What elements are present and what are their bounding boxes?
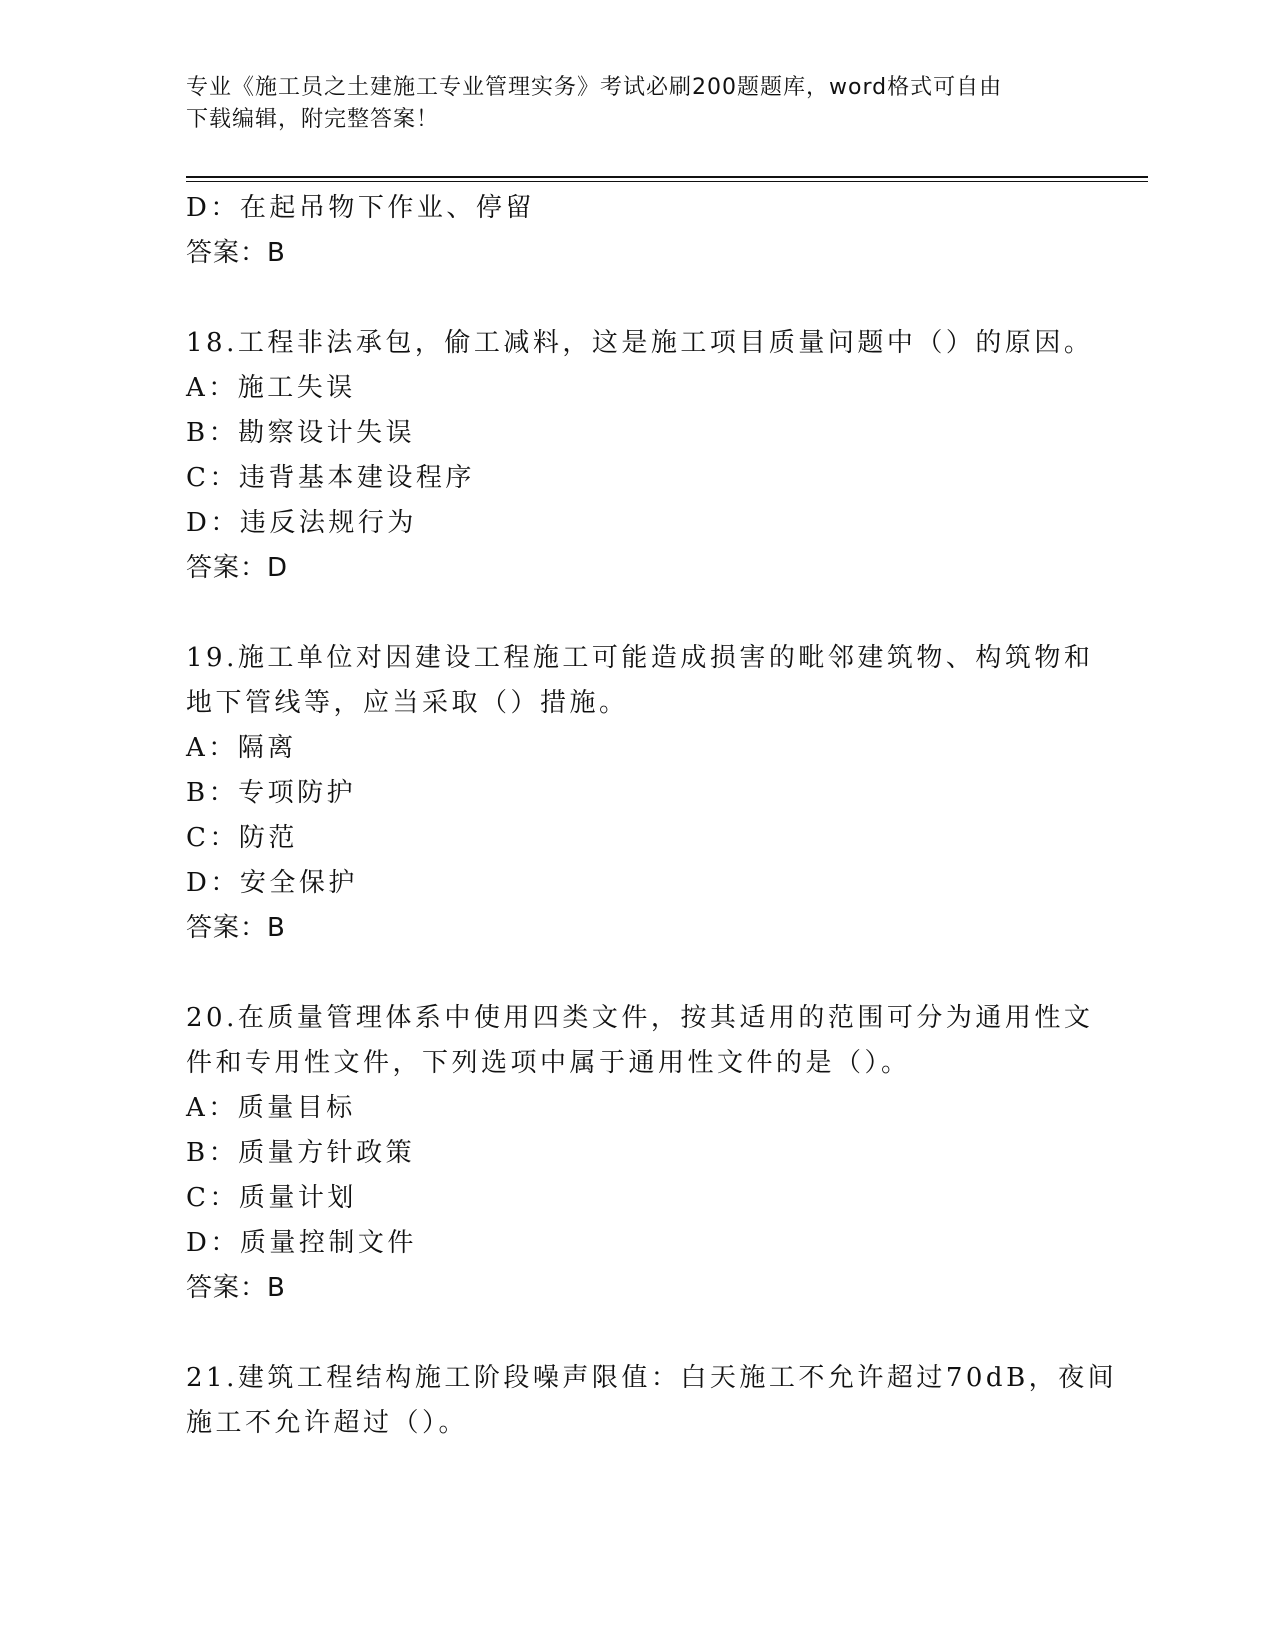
- question-list: [186, 186, 1118, 1446]
- option-d: D：质量控制文件: [186, 1228, 417, 1258]
- answer-line: 答案：D: [186, 553, 289, 583]
- question-text-continued: 件和专用性文件，下列选项中属于通用性文件的是（）。: [186, 1048, 911, 1078]
- document-header: [186, 72, 1086, 136]
- header-divider-thick: [186, 176, 1148, 178]
- question-text: 19.施工单位对因建设工程施工可能造成损害的毗邻建筑物、构筑物和: [186, 643, 1094, 673]
- spacer: [186, 951, 1086, 996]
- answer-line: 答案：B: [186, 913, 286, 943]
- header-divider-thin: [186, 181, 1148, 182]
- question-text-continued: 施工不允许超过（）。: [186, 1408, 469, 1438]
- answer-line: 答案：B: [186, 238, 286, 268]
- option-d: D：在起吊物下作业、停留: [186, 193, 535, 223]
- option-a: A：隔离: [186, 733, 297, 763]
- option-c: C：违背基本建设程序: [186, 463, 475, 493]
- option-a: A：施工失误: [186, 373, 356, 403]
- question-block-18: [186, 321, 1094, 591]
- answer-line: 答案：B: [186, 1273, 286, 1303]
- question-block-19: [186, 636, 1094, 951]
- option-b: B：质量方针政策: [186, 1138, 416, 1168]
- option-b: B：专项防护: [186, 778, 357, 808]
- spacer: [186, 1311, 1086, 1356]
- option-d: D：违反法规行为: [186, 508, 417, 538]
- option-b: B：勘察设计失误: [186, 418, 416, 448]
- question-text-continued: 地下管线等，应当采取（）措施。: [186, 688, 629, 718]
- spacer: [186, 276, 1086, 321]
- header-line-2: 下载编辑，附完整答案！: [186, 107, 440, 132]
- header-line-1: 专业《施工员之土建施工专业管理实务》考试必刷200题题库，word格式可自由: [186, 75, 1003, 100]
- question-block-20: [186, 996, 1094, 1311]
- question-block-17-tail: [186, 186, 1086, 276]
- option-c: C：防范: [186, 823, 298, 853]
- question-block-21: [186, 1356, 1118, 1446]
- option-c: C：质量计划: [186, 1183, 357, 1213]
- option-a: A：质量目标: [186, 1093, 356, 1123]
- question-text: 21.建筑工程结构施工阶段噪声限值：白天施工不允许超过70dB，夜间: [186, 1363, 1118, 1393]
- spacer: [186, 591, 1086, 636]
- question-text: 18.工程非法承包，偷工减料，这是施工项目质量问题中（）的原因。: [186, 328, 1094, 358]
- option-d: D：安全保护: [186, 868, 358, 898]
- question-text: 20.在质量管理体系中使用四类文件，按其适用的范围可分为通用性文: [186, 1003, 1094, 1033]
